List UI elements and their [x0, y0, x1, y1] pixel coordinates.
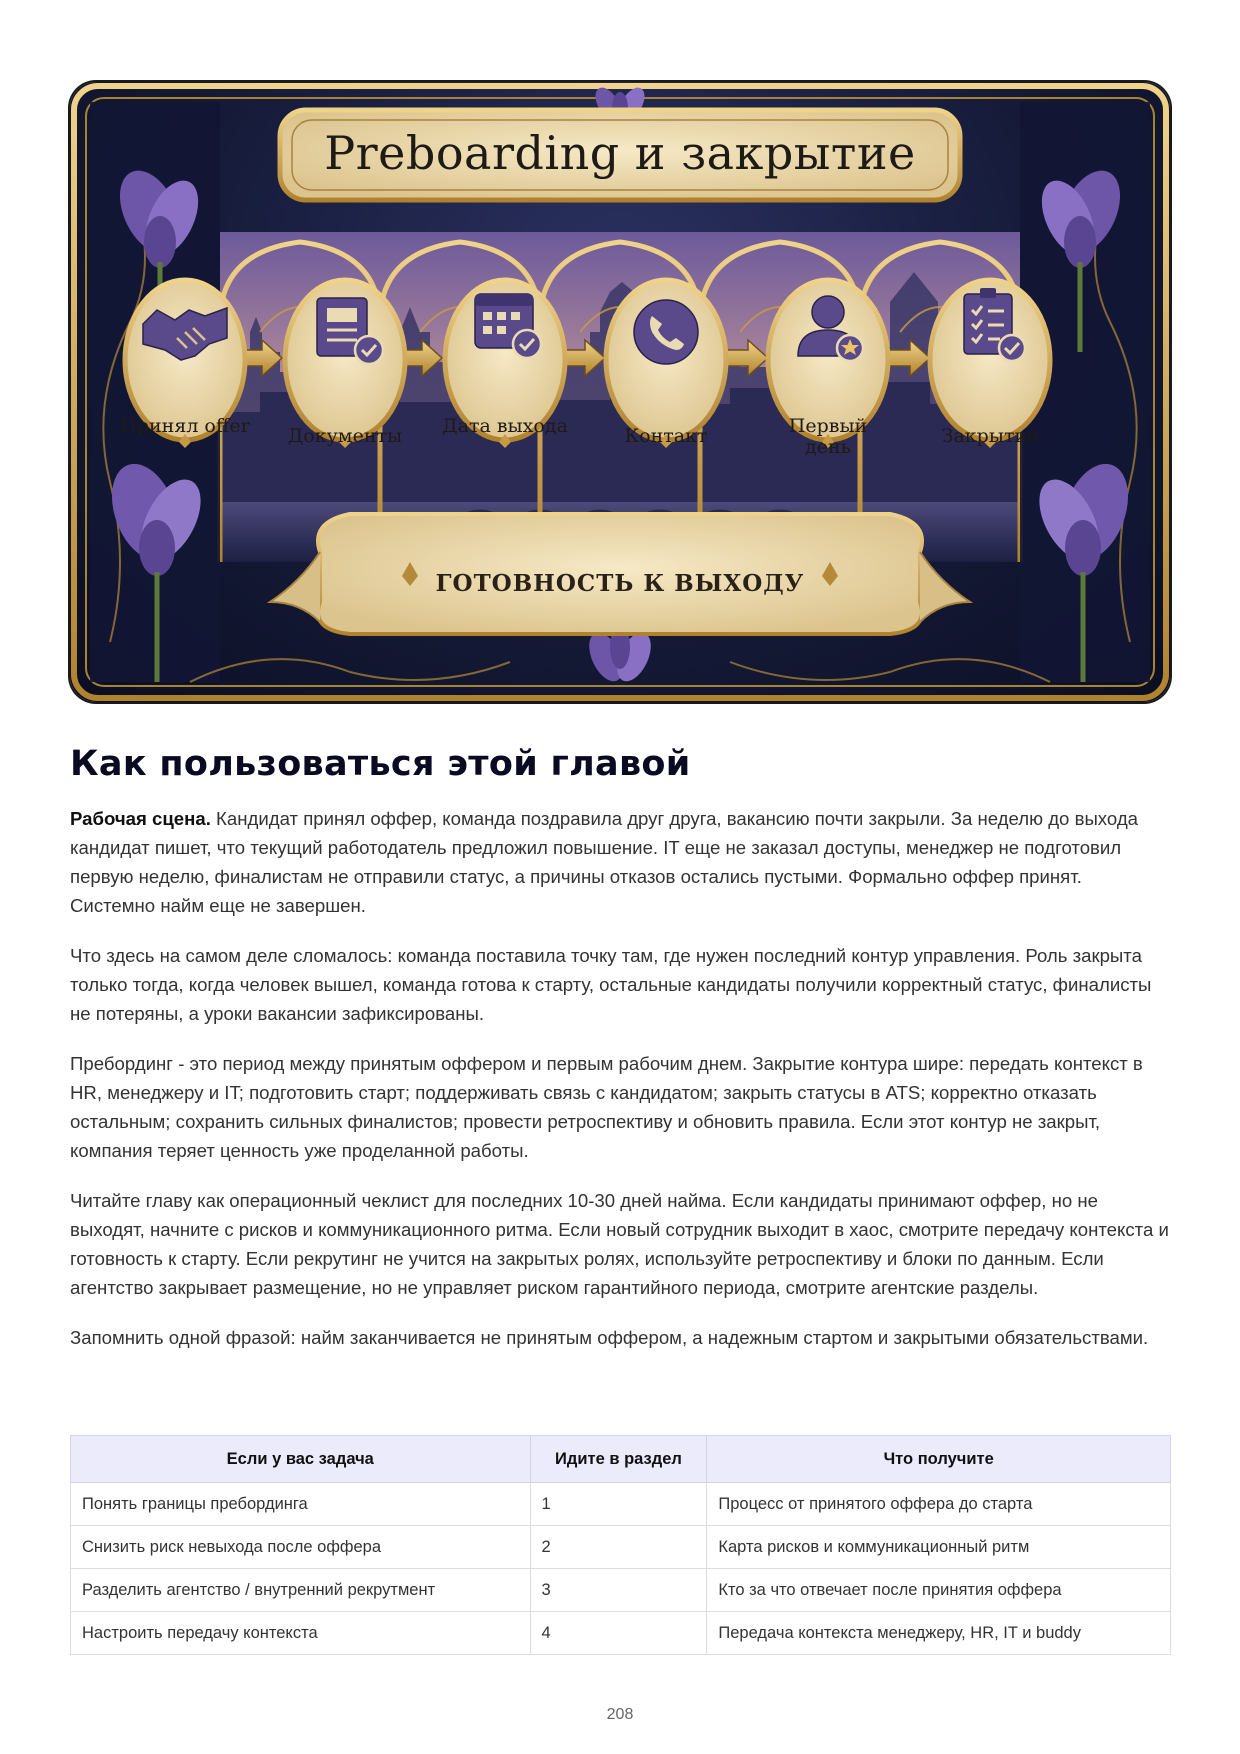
paragraph-scene: [70, 804, 1170, 920]
cell-result: Процесс от принятого оффера до старта: [707, 1483, 1171, 1526]
paragraph-how-to-read: Читайте главу как операционный чеклист для последних 10-30 дней найма. Если кандидаты принимают оффер, но не выходят, начните с рисков и коммуникационного ритма. Если новый сотрудник выходит в хаос, смотрите передачу контекста и готовность к старту. Если рекрутинг не учится на закрытых ролях, используйте ретроспективу и блоки по данным. Если агентство закрывает размещение, но не управляет риском гарантийного периода, смотрите агентские разделы.: [70, 1190, 1169, 1298]
cell-task: Понять границы пребординга: [71, 1483, 531, 1526]
calendar-check-icon: [475, 294, 541, 358]
phone-icon: [634, 300, 698, 364]
table-row: [71, 1526, 1171, 1569]
step-label-closure: Закрытие: [941, 425, 1039, 447]
cell-section: 4: [530, 1612, 707, 1655]
cell-section: 1: [530, 1483, 707, 1526]
cell-result: Кто за что отвечает после принятия оффера: [707, 1569, 1171, 1612]
cell-task: Разделить агентство / внутренний рекрутмент: [71, 1569, 531, 1612]
paragraph-summary: Запомнить одной фразой: найм заканчивается не принятым оффером, а надежным стартом и закрытыми обязательствами.: [70, 1327, 1149, 1348]
table-header-row: [71, 1436, 1171, 1483]
step-label-documents: Документы: [287, 425, 403, 447]
step-label-first-day: Первый день: [788, 415, 868, 458]
cell-task: Настроить передачу контекста: [71, 1612, 531, 1655]
table-row: [71, 1483, 1171, 1526]
cell-task: Снизить риск невыхода после оффера: [71, 1526, 531, 1569]
cell-section: 3: [530, 1569, 707, 1612]
header-section: Идите в раздел: [530, 1436, 707, 1483]
cell-section: 2: [530, 1526, 707, 1569]
hero-tagline: ГОТОВНОСТЬ К ВЫХОДУ: [435, 570, 805, 597]
step-label-start-date: Дата выхода: [442, 415, 568, 437]
header-result: Что получите: [707, 1436, 1171, 1483]
scene-text: Кандидат принял оффер, команда поздравила друг друга, вакансию почти закрыли. За неделю до выхода кандидат пишет, что текущий работодатель предложил повышение. IT еще не заказал доступы, менеджер не подготовил первую неделю, финалистам не отправили статус, а причины отказов остались пустыми. Формально оффер принят. Системно найм еще не завершен.: [70, 808, 1139, 916]
paragraph-preboarding-definition: Пребординг - это период между принятым оффером и первым рабочим днем. Закрытие контура шире: передать контекст в HR, менеджеру и IT; подготовить старт; поддерживать связь с кандидатом; закрыть статусы в ATS; корректно отказать остальным; сохранить сильных финалистов; провести ретроспективу и обновить правила. Если этот контур не закрыт, компания теряет ценность уже проделанной работы.: [70, 1053, 1143, 1161]
section-heading: Как пользоваться этой главой: [70, 744, 691, 784]
table-row: [71, 1569, 1171, 1612]
cell-result: Передача контекста менеджеру, HR, IT и buddy: [707, 1612, 1171, 1655]
paragraph-what-broke: Что здесь на самом деле сломалось: команда поставила точку там, где нужен последний контур управления. Роль закрыта только тогда, когда человек вышел, команда готова к старту, остальные кандидаты получили корректный статус, финалисты не потеряны, а уроки вакансии зафиксированы.: [70, 945, 1152, 1024]
navigation-table: [70, 1435, 1171, 1655]
table-row: [71, 1612, 1171, 1655]
header-task: Если у вас задача: [71, 1436, 531, 1483]
step-label-offer: Принял offer: [120, 415, 250, 437]
page-number: 208: [606, 1706, 634, 1723]
scene-lead: Рабочая сцена.: [70, 808, 211, 829]
step-label-contact: Контакт: [624, 425, 708, 447]
cell-result: Карта рисков и коммуникационный ритм: [707, 1526, 1171, 1569]
hero-banner: [70, 82, 1170, 702]
hero-title: Preboarding и закрытие: [324, 126, 916, 180]
chapter-section: [70, 744, 1170, 1373]
